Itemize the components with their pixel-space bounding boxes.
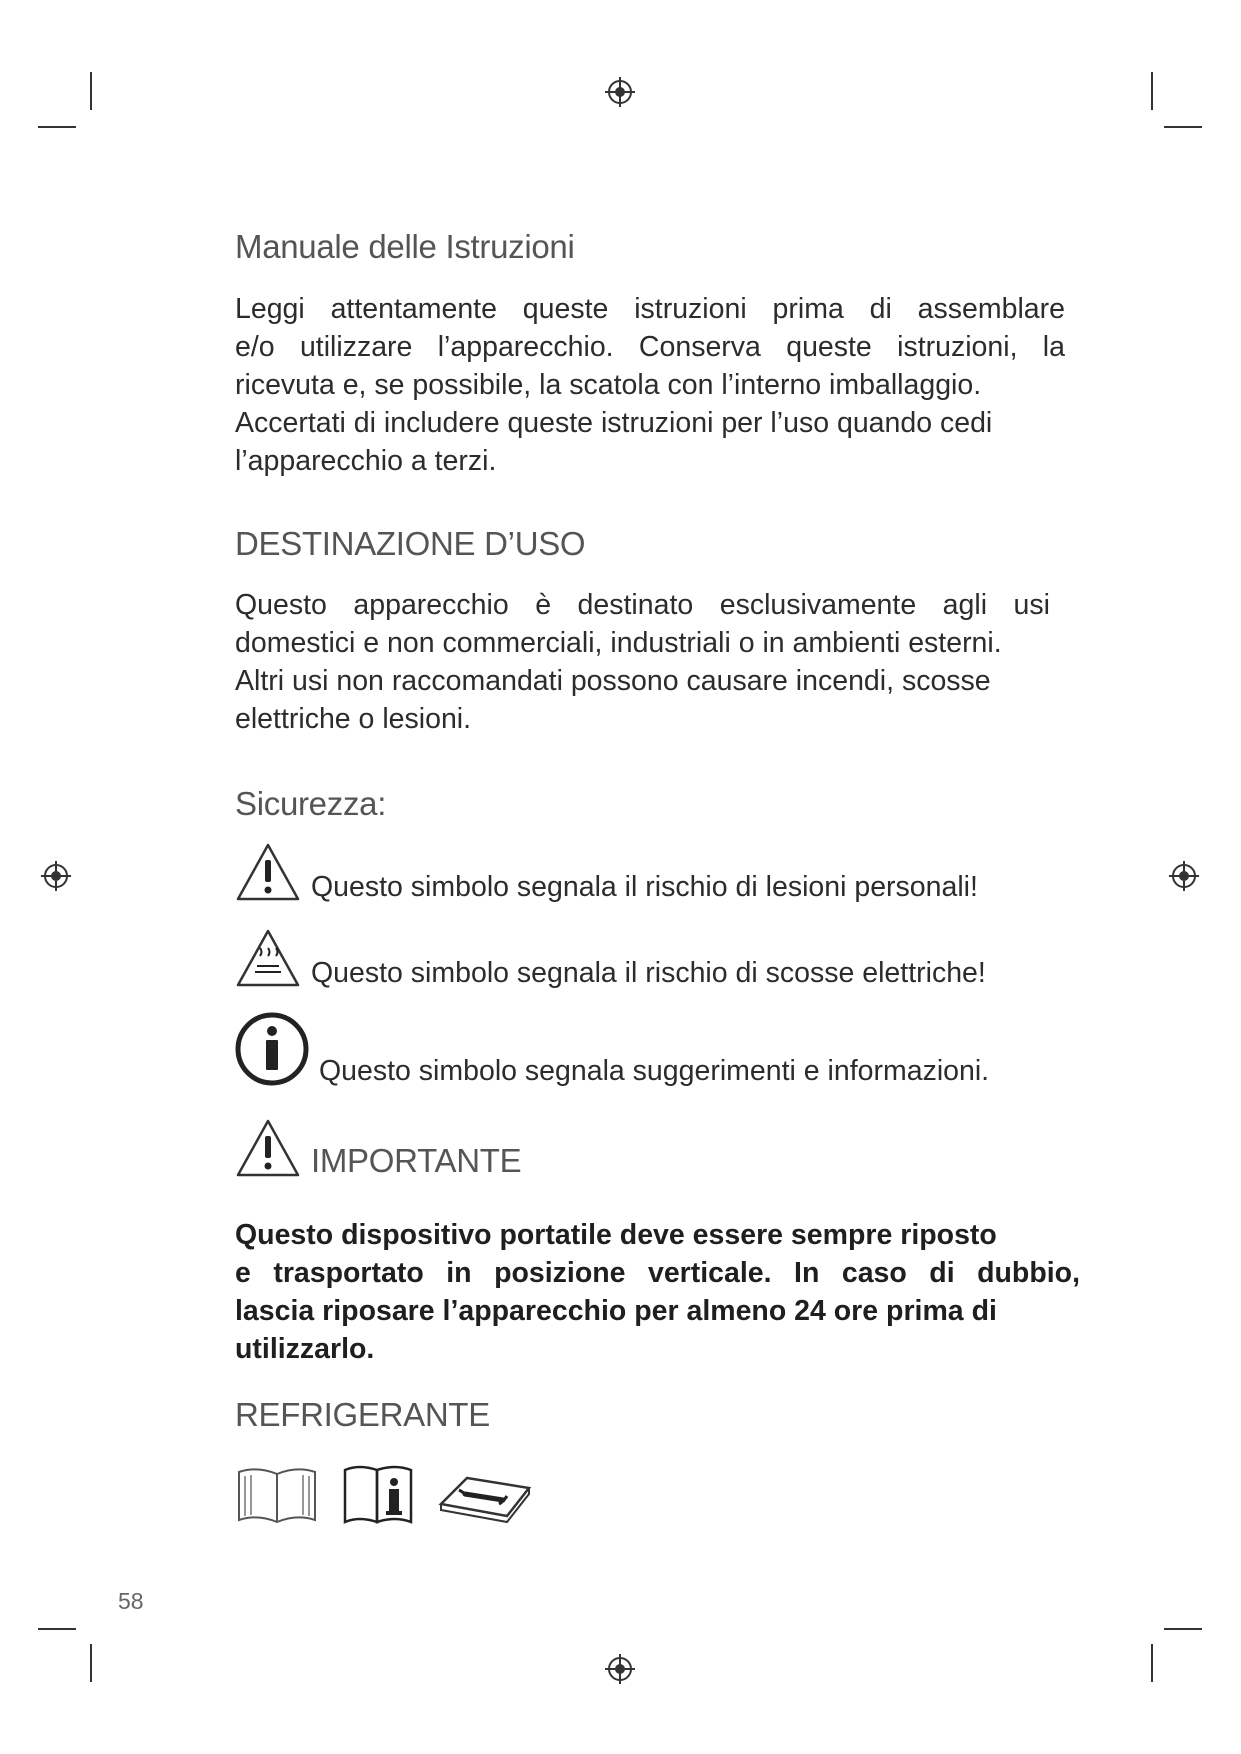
important-paragraph [235,1216,1080,1368]
important-line: lascia riposare l’apparecchio per almeno 24 ore prima di [235,1295,997,1327]
registration-mark-icon [41,861,71,891]
intended-use-line: Questo apparecchio è destinato esclusivamente agli usi [235,589,1050,621]
crop-mark [38,126,76,128]
crop-mark [1164,1628,1202,1630]
safety-heading: Sicurezza: [235,785,387,822]
important-line: Questo dispositivo portatile deve essere sempre riposto [235,1219,997,1251]
hot-surface-triangle-icon [235,928,301,988]
intended-use-line: elettriche o lesioni. [235,703,472,735]
page-number: 58 [118,1588,144,1614]
crop-mark [1151,1644,1153,1682]
intro-paragraph [235,290,1065,480]
page-title: Manuale delle Istruzioni [235,228,575,265]
important-line: utilizzarlo. [235,1333,375,1365]
refrigerant-heading: REFRIGERANTE [235,1396,490,1433]
intro-line: l’apparecchio a terzi. [235,445,497,477]
intro-line: Accertati di includere queste istruzioni per l’uso quando cedi [235,407,993,439]
important-line: e trasportato in posizione verticale. In caso di dubbio, [235,1257,1080,1289]
intended-use-paragraph [235,586,1050,738]
intended-use-line: domestici e non commerciali, industriali o in ambienti esterni. [235,627,1002,659]
open-book-icon [235,1464,319,1526]
intro-line: Leggi attentamente queste istruzioni prima di assemblare [235,293,1065,325]
intended-use-heading: DESTINAZIONE D’USO [235,525,586,562]
intro-line: e/o utilizzare l’apparecchio. Conserva queste istruzioni, la [235,331,1065,363]
safety-symbol-text: Questo simbolo segnala il rischio di lesioni personali! [311,871,978,903]
crop-mark [90,1644,92,1682]
crop-mark [38,1628,76,1630]
important-heading: IMPORTANTE [311,1142,522,1179]
info-circle-icon [235,1012,309,1086]
manual-info-icon [341,1464,415,1526]
warning-triangle-icon [235,842,301,902]
safety-symbol-row [235,928,986,988]
intro-line: ricevuta e, se possibile, la scatola con l’interno imballaggio. [235,369,982,401]
intended-use-line: Altri usi non raccomandati possono causare incendi, scosse [235,665,991,697]
warning-triangle-icon [235,1118,301,1178]
refrigerant-icons [235,1464,533,1526]
safety-symbol-row [235,1012,989,1086]
important-heading-row [235,1118,521,1178]
crop-mark [90,72,92,110]
safety-symbol-row [235,842,978,902]
service-manual-wrench-icon [437,1464,533,1526]
crop-mark [1164,126,1202,128]
registration-mark-icon [1169,861,1199,891]
registration-mark-icon [605,77,635,107]
safety-symbol-text: Questo simbolo segnala il rischio di scosse elettriche! [311,957,986,989]
crop-mark [1151,72,1153,110]
registration-mark-icon [605,1654,635,1684]
safety-symbol-text: Questo simbolo segnala suggerimenti e informazioni. [319,1055,990,1087]
